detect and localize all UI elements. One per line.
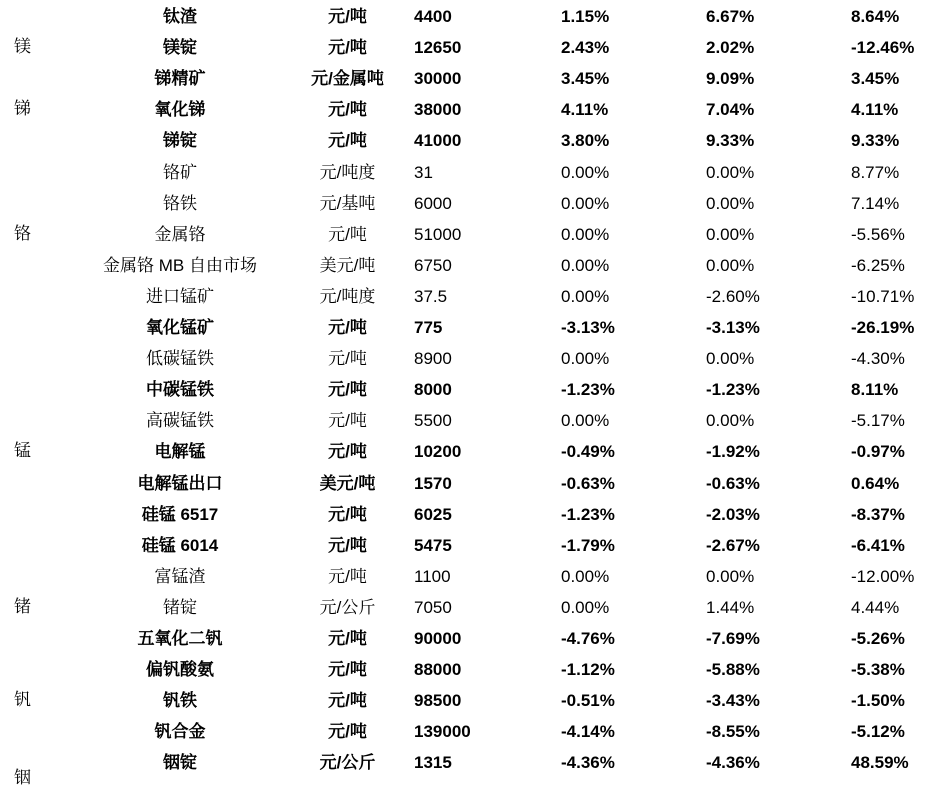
change-1-cell: 4.11%	[561, 100, 609, 120]
unit-cell: 元/吨	[328, 629, 367, 648]
price-cell: 10200	[414, 442, 462, 462]
change-3-cell: -5.26%	[851, 629, 905, 648]
group-label: 锰	[14, 441, 31, 461]
table-row	[0, 94, 946, 125]
product-name-cell: 硅锰 6517	[141, 504, 219, 524]
change-2-cell: 1.44%	[706, 597, 755, 617]
table-row	[0, 468, 946, 499]
change-1-cell: -0.63%	[561, 473, 615, 493]
unit-cell: 元/吨	[328, 566, 367, 586]
change-3-cell: 0.64%	[851, 473, 900, 493]
product-name-cell: 高碳锰铁	[146, 411, 214, 431]
price-cell: 90000	[414, 629, 462, 648]
table-row	[0, 747, 946, 778]
product-name-cell: 氧化锑	[154, 100, 206, 120]
change-1-cell: 0.00%	[561, 286, 610, 306]
price-cell: 41000	[414, 131, 462, 151]
change-2-cell: 0.00%	[706, 162, 755, 182]
change-2-cell: 0.00%	[706, 411, 755, 431]
change-1-cell: 0.00%	[561, 193, 610, 213]
product-name-cell: 钒合金	[154, 722, 206, 742]
group-label: 钒	[14, 690, 31, 710]
change-2-cell: -1.92%	[706, 442, 760, 462]
unit-cell: 元/吨	[328, 504, 367, 524]
change-2-cell: 6.67%	[706, 7, 755, 26]
product-name-cell: 铬铁	[163, 193, 197, 213]
table-row	[0, 685, 946, 716]
table-row	[0, 623, 946, 654]
table-row	[0, 592, 946, 623]
change-3-cell: -5.17%	[851, 411, 905, 431]
price-cell: 88000	[414, 660, 462, 680]
price-cell: 5475	[414, 535, 452, 555]
change-2-cell: -1.23%	[706, 380, 760, 400]
price-cell: 775	[414, 318, 443, 337]
change-1-cell: -0.49%	[561, 442, 615, 462]
change-1-cell: 0.00%	[561, 162, 610, 182]
price-cell: 6000	[414, 193, 452, 213]
change-3-cell: -12.00%	[851, 566, 915, 586]
unit-cell: 元/吨	[328, 535, 367, 555]
unit-cell: 元/基吨	[319, 193, 376, 213]
change-3-cell: 8.64%	[851, 7, 900, 26]
unit-cell: 元/吨	[328, 442, 367, 462]
change-2-cell: 9.09%	[706, 69, 755, 89]
change-3-cell: 8.77%	[851, 162, 900, 182]
product-name-cell: 硅锰 6014	[141, 535, 219, 555]
change-2-cell: -5.88%	[706, 660, 760, 680]
price-cell: 98500	[414, 691, 462, 711]
table-row	[0, 188, 946, 219]
product-name-cell: 钒铁	[163, 691, 197, 711]
table-row	[0, 561, 946, 592]
change-1-cell: 0.00%	[561, 597, 610, 617]
change-3-cell: -26.19%	[851, 318, 915, 337]
unit-cell: 美元/吨	[319, 255, 376, 275]
change-1-cell: 0.00%	[561, 255, 610, 275]
change-1-cell: -4.76%	[561, 629, 615, 648]
table-row	[0, 654, 946, 685]
change-3-cell: -12.46%	[851, 38, 915, 58]
product-name-cell: 金属铬 MB 自由市场	[103, 255, 257, 275]
product-name-cell: 铟锭	[163, 753, 197, 773]
price-cell: 1570	[414, 473, 452, 493]
table-row	[0, 250, 946, 281]
unit-cell: 美元/吨	[319, 473, 376, 493]
price-cell: 139000	[414, 722, 471, 742]
price-cell: 12650	[414, 38, 462, 58]
change-1-cell: 0.00%	[561, 411, 610, 431]
product-name-cell: 电解锰	[154, 442, 206, 462]
table-row	[0, 63, 946, 94]
change-3-cell: -5.38%	[851, 660, 905, 680]
product-name-cell: 锗锭	[163, 597, 197, 617]
price-cell: 51000	[414, 224, 462, 244]
change-2-cell: -3.43%	[706, 691, 760, 711]
change-2-cell: -0.63%	[706, 473, 760, 493]
group-label: 铟	[14, 767, 31, 787]
change-3-cell: -5.12%	[851, 722, 905, 742]
price-cell: 38000	[414, 100, 462, 120]
table-row	[0, 343, 946, 374]
change-1-cell: 3.45%	[561, 69, 610, 89]
price-cell: 1100	[414, 566, 451, 586]
table-row	[0, 374, 946, 405]
change-3-cell: -8.37%	[851, 504, 905, 524]
change-3-cell: 4.44%	[851, 597, 900, 617]
product-name-cell: 氧化锰矿	[146, 318, 214, 337]
price-cell: 6750	[414, 255, 452, 275]
product-name-cell: 锑锭	[163, 131, 197, 151]
product-name-cell: 铬矿	[163, 162, 197, 182]
table-row	[0, 530, 946, 561]
unit-cell: 元/吨	[328, 38, 367, 58]
price-cell: 1315	[414, 753, 452, 773]
group-label: 镁	[14, 37, 31, 57]
unit-cell: 元/吨	[328, 691, 367, 711]
change-1-cell: -1.12%	[561, 660, 615, 680]
change-2-cell: -2.60%	[706, 286, 760, 306]
price-cell: 6025	[414, 504, 452, 524]
change-2-cell: 0.00%	[706, 224, 755, 244]
change-1-cell: 0.00%	[561, 224, 610, 244]
product-name-cell: 金属铬	[154, 224, 206, 244]
change-1-cell: -4.36%	[561, 753, 615, 773]
table-row	[0, 219, 946, 250]
change-1-cell: 0.00%	[561, 566, 610, 586]
unit-cell: 元/公斤	[319, 753, 376, 773]
change-1-cell: 0.00%	[561, 349, 610, 369]
change-2-cell: -7.69%	[706, 629, 760, 648]
change-2-cell: 0.00%	[706, 255, 755, 275]
unit-cell: 元/吨	[328, 100, 367, 120]
product-name-cell: 钛渣	[163, 7, 197, 26]
price-cell: 7050	[414, 597, 452, 617]
change-2-cell: 0.00%	[706, 349, 755, 369]
price-cell: 8000	[414, 380, 452, 400]
change-3-cell: -6.41%	[851, 535, 905, 555]
change-2-cell: -4.36%	[706, 753, 760, 773]
table-row	[0, 436, 946, 467]
product-name-cell: 锑精矿	[154, 69, 206, 89]
product-name-cell: 偏钒酸氨	[146, 660, 214, 680]
table-row	[0, 32, 946, 63]
unit-cell: 元/吨	[328, 722, 367, 742]
unit-cell: 元/吨	[328, 411, 367, 431]
unit-cell: 元/金属吨	[311, 69, 384, 89]
group-label: 铬	[14, 223, 31, 243]
table-row	[0, 716, 946, 747]
unit-cell: 元/吨	[328, 349, 367, 369]
table-row	[0, 281, 946, 312]
price-cell: 8900	[414, 349, 452, 369]
table-row	[0, 405, 946, 436]
table-row	[0, 499, 946, 530]
price-cell: 37.5	[414, 286, 448, 306]
table-row	[0, 1, 946, 32]
change-2-cell: 9.33%	[706, 131, 755, 151]
product-name-cell: 富锰渣	[154, 566, 206, 586]
table-row	[0, 125, 946, 156]
change-2-cell: 2.02%	[706, 38, 755, 58]
group-label: 锗	[14, 596, 31, 616]
unit-cell: 元/吨度	[319, 286, 376, 306]
change-3-cell: 8.11%	[851, 380, 899, 400]
change-2-cell: -2.03%	[706, 504, 760, 524]
price-cell: 5500	[414, 411, 452, 431]
change-2-cell: 7.04%	[706, 100, 755, 120]
unit-cell: 元/吨	[328, 660, 367, 680]
change-2-cell: -3.13%	[706, 318, 760, 337]
price-cell: 31	[414, 162, 433, 182]
change-3-cell: 7.14%	[851, 193, 900, 213]
change-2-cell: 0.00%	[706, 566, 755, 586]
unit-cell: 元/吨	[328, 131, 367, 151]
product-name-cell: 低碳锰铁	[146, 349, 214, 369]
change-1-cell: -1.23%	[561, 504, 615, 524]
change-3-cell: -10.71%	[851, 286, 915, 306]
product-name-cell: 进口锰矿	[146, 286, 214, 306]
product-name-cell: 中碳锰铁	[146, 380, 214, 400]
change-3-cell: 48.59%	[851, 753, 909, 773]
product-name-cell: 五氧化二钒	[137, 629, 223, 648]
change-2-cell: 0.00%	[706, 193, 755, 213]
product-name-cell: 镁锭	[163, 38, 197, 58]
change-1-cell: 3.80%	[561, 131, 610, 151]
change-2-cell: -2.67%	[706, 535, 760, 555]
unit-cell: 元/公斤	[319, 597, 376, 617]
change-3-cell: -4.30%	[851, 349, 905, 369]
change-3-cell: 4.11%	[851, 100, 899, 120]
change-1-cell: 2.43%	[561, 38, 610, 58]
change-3-cell: 9.33%	[851, 131, 900, 151]
change-2-cell: -8.55%	[706, 722, 760, 742]
unit-cell: 元/吨	[328, 318, 367, 337]
unit-cell: 元/吨度	[319, 162, 376, 182]
change-1-cell: -0.51%	[561, 691, 615, 711]
change-1-cell: 1.15%	[561, 7, 610, 26]
change-1-cell: -4.14%	[561, 722, 615, 742]
unit-cell: 元/吨	[328, 7, 367, 26]
price-cell: 4400	[414, 7, 452, 26]
change-3-cell: -5.56%	[851, 224, 905, 244]
unit-cell: 元/吨	[328, 224, 367, 244]
change-3-cell: -6.25%	[851, 255, 905, 275]
product-name-cell: 电解锰出口	[137, 473, 223, 493]
group-label: 锑	[14, 99, 31, 119]
change-1-cell: -3.13%	[561, 318, 615, 337]
change-1-cell: -1.23%	[561, 380, 615, 400]
unit-cell: 元/吨	[328, 380, 367, 400]
change-3-cell: 3.45%	[851, 69, 900, 89]
table-row	[0, 312, 946, 343]
price-cell: 30000	[414, 69, 462, 89]
change-3-cell: -0.97%	[851, 442, 905, 462]
table-row	[0, 157, 946, 188]
change-3-cell: -1.50%	[851, 691, 905, 711]
change-1-cell: -1.79%	[561, 535, 615, 555]
